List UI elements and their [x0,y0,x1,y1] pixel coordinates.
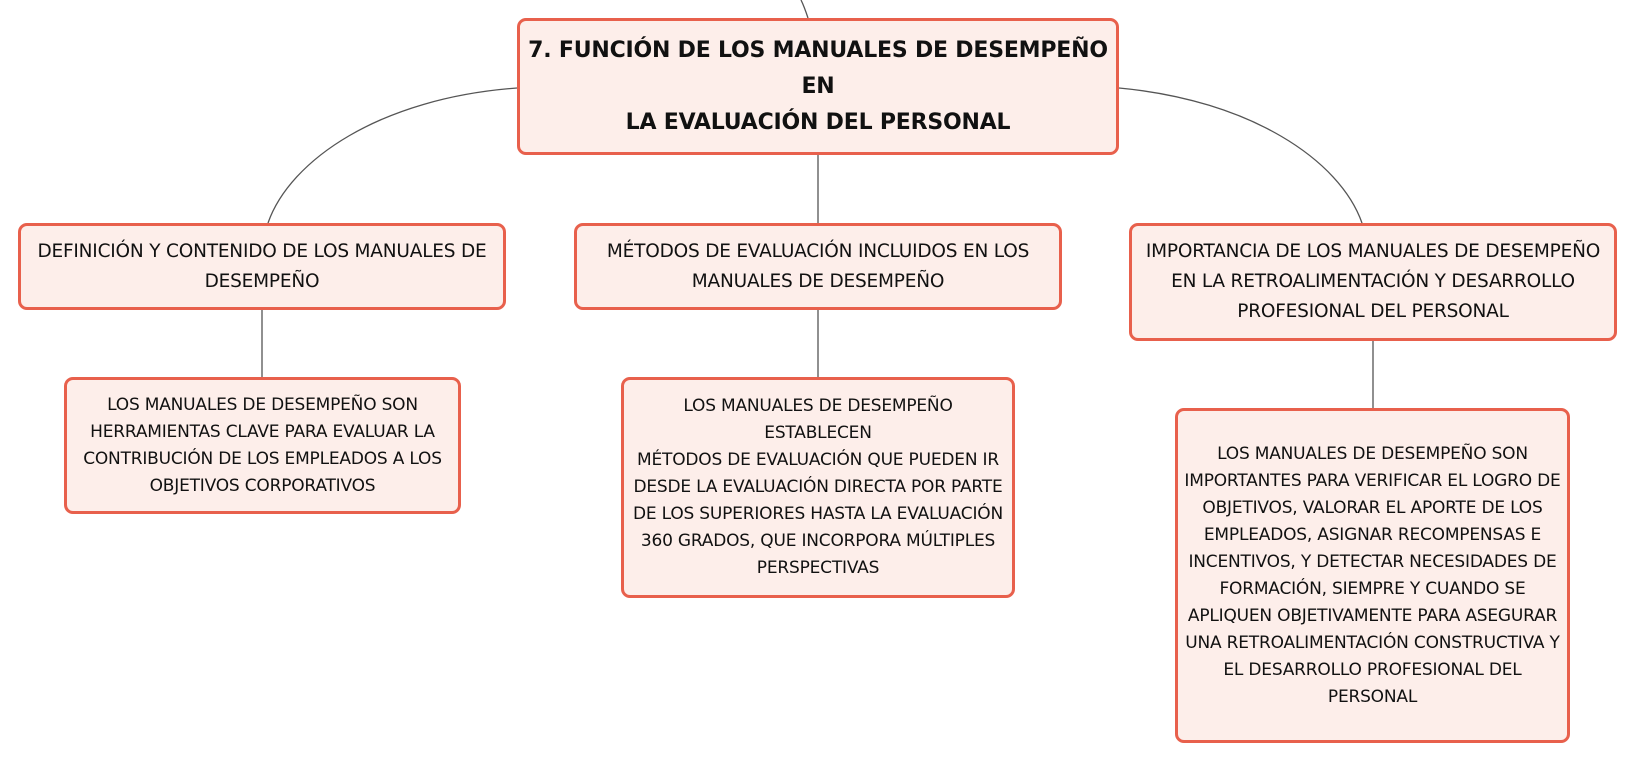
topic-importance[interactable] [1129,223,1617,341]
subtopic-line: HERRAMIENTAS CLAVE PARA EVALUAR LA [90,421,435,442]
subtopic-line: INCENTIVOS, Y DETECTAR NECESIDADES DE [1188,551,1557,572]
subtopic-line: DESDE LA EVALUACIÓN DIRECTA POR PARTE [633,477,1003,497]
connector-root-to-definition [268,88,517,223]
subtopic-line: LOS MANUALES DE DESEMPEÑO SON [1217,443,1528,464]
root-topic-line: LA EVALUACIÓN DEL PERSONAL [625,109,1011,135]
subtopic-line: 360 GRADOS, QUE INCORPORA MÚLTIPLES [640,531,996,551]
subtopic-line: EMPLEADOS, ASIGNAR RECOMPENSAS E [1203,524,1542,545]
connector-root-to-importance [1119,88,1362,223]
topic-line: MÉTODOS DE EVALUACIÓN INCLUIDOS EN LOS [606,240,1030,262]
topic-line: PROFESIONAL DEL PERSONAL [1237,301,1509,322]
subtopic-line: PERSONAL [1327,686,1418,707]
subtopic-methods-detail[interactable] [621,377,1015,598]
subtopic-line: OBJETIVOS CORPORATIVOS [149,475,376,496]
subtopic-line: LOS MANUALES DE DESEMPEÑO ESTABLECEN [683,396,953,443]
subtopic-definition-detail[interactable] [64,377,461,514]
subtopic-line: CONTRIBUCIÓN DE LOS EMPLEADOS A LOS [83,448,442,469]
subtopic-line: APLIQUEN OBJETIVAMENTE PARA ASEGURAR [1187,605,1558,626]
subtopic-line: FORMACIÓN, SIEMPRE Y CUANDO SE [1219,578,1526,599]
topic-line: EN LA RETROALIMENTACIÓN Y DESARROLLO [1171,271,1575,292]
topic-methods[interactable] [574,223,1062,310]
connector-parent-to-root [801,0,808,18]
subtopic-line: MÉTODOS DE EVALUACIÓN QUE PUEDEN IR [637,450,999,470]
subtopic-line: EL DESARROLLO PROFESIONAL DEL [1223,659,1522,680]
root-topic[interactable] [517,18,1119,155]
topic-definition[interactable] [18,223,506,310]
topic-line: IMPORTANCIA DE LOS MANUALES DE DESEMPEÑO [1145,241,1601,262]
subtopic-line: UNA RETROALIMENTACIÓN CONSTRUCTIVA Y [1185,632,1560,653]
topic-line: DEFINICIÓN Y CONTENIDO DE LOS MANUALES DE [37,240,487,262]
topic-line: DESEMPEÑO [204,270,320,292]
root-topic-line: 7. FUNCIÓN DE LOS MANUALES DE DESEMPEÑO EN [528,37,1108,99]
subtopic-line: OBJETIVOS, VALORAR EL APORTE DE LOS [1202,497,1543,518]
subtopic-line: PERSPECTIVAS [756,558,880,578]
subtopic-importance-detail[interactable] [1175,408,1570,743]
subtopic-line: LOS MANUALES DE DESEMPEÑO SON [107,394,418,415]
subtopic-line: DE LOS SUPERIORES HASTA LA EVALUACIÓN [633,504,1003,524]
topic-line: MANUALES DE DESEMPEÑO [691,270,945,292]
subtopic-line: IMPORTANTES PARA VERIFICAR EL LOGRO DE [1184,470,1561,491]
